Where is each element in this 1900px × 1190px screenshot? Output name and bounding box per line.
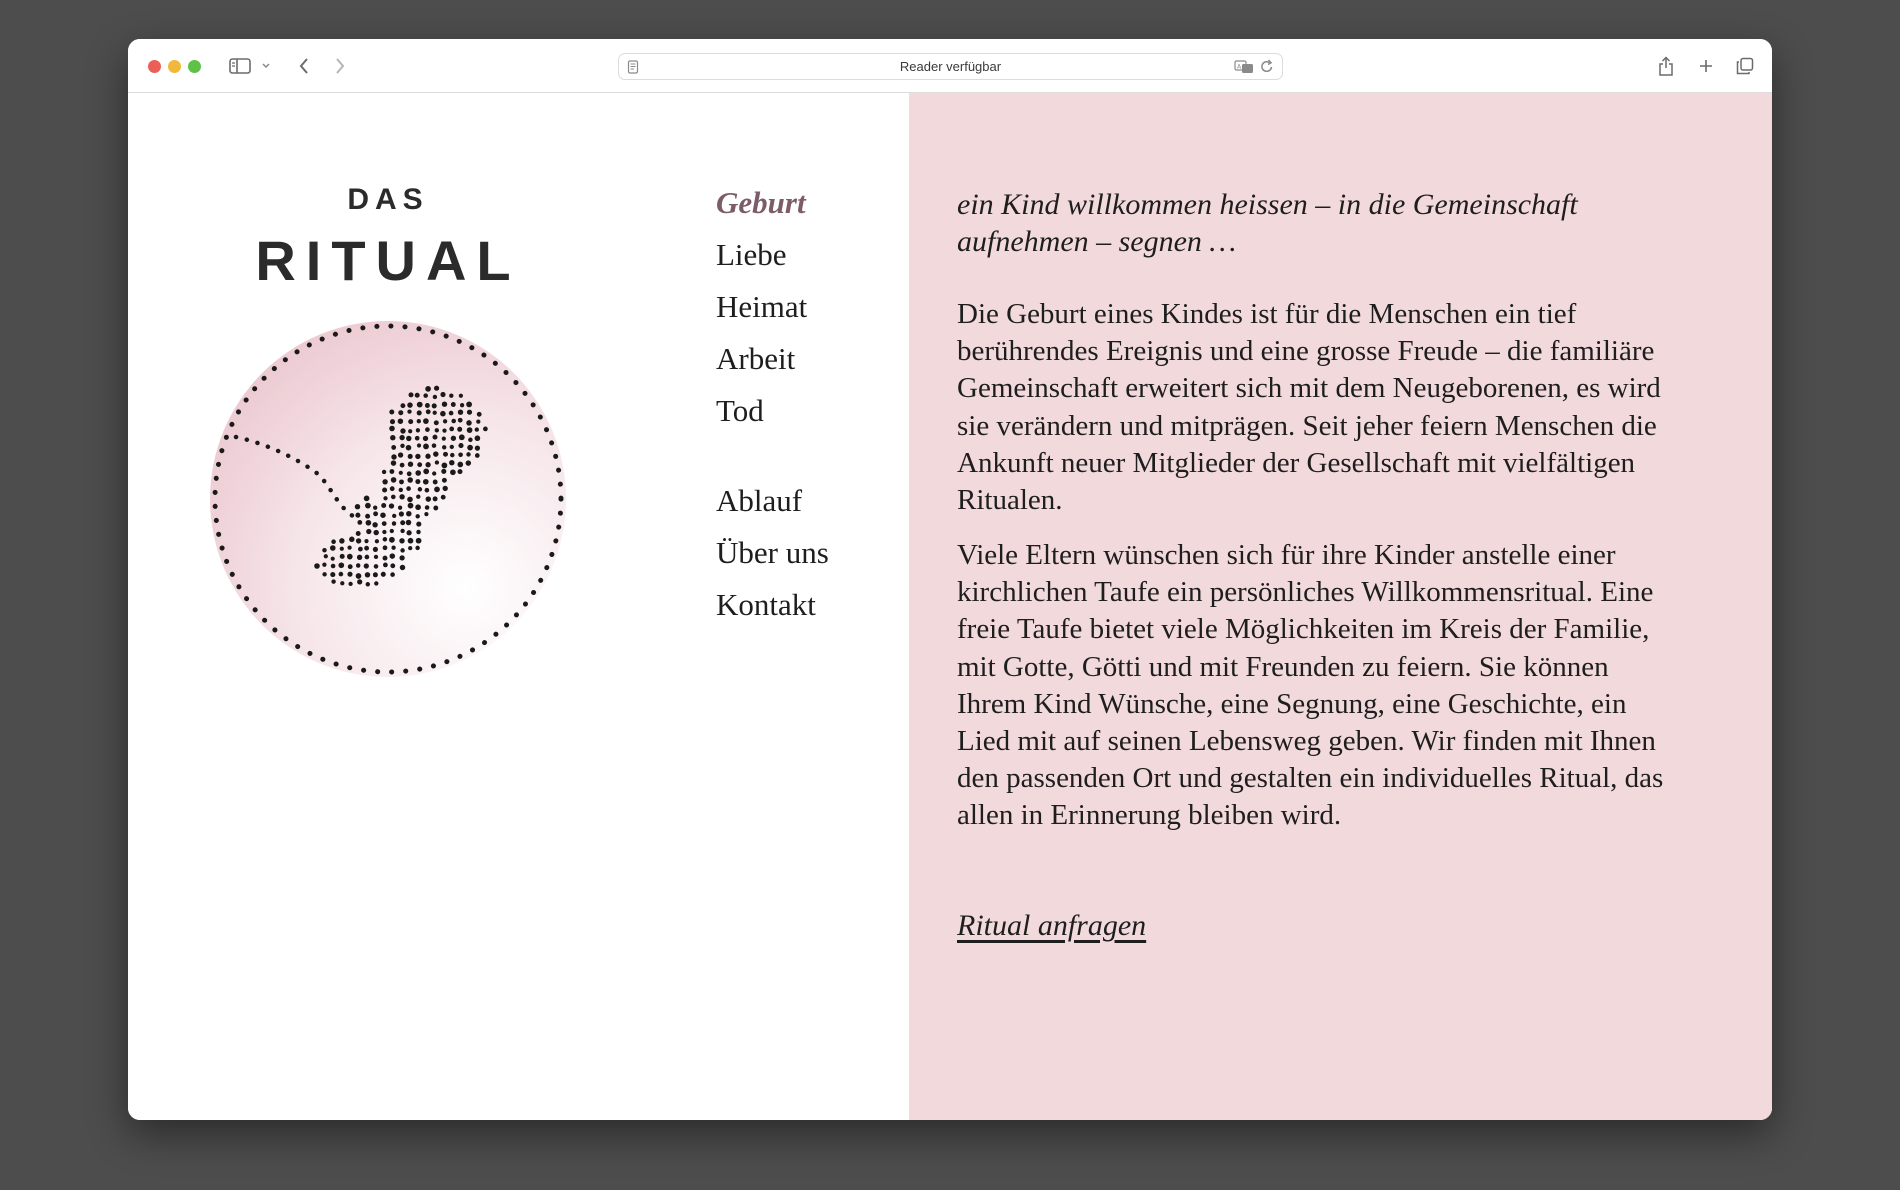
emblem-dot <box>391 454 396 459</box>
emblem-dot <box>408 454 413 459</box>
forward-icon[interactable] <box>332 53 348 79</box>
translate-icon[interactable] <box>1234 60 1254 79</box>
emblem-dot <box>450 469 456 475</box>
emblem-dot <box>433 506 438 511</box>
nav-item-kontakt[interactable]: Kontakt <box>716 587 816 622</box>
emblem-dot <box>400 529 404 533</box>
emblem-dot <box>373 530 378 535</box>
emblem-dot <box>475 427 479 431</box>
tabs-icon[interactable] <box>1734 53 1756 79</box>
emblem-dot <box>374 555 378 559</box>
emblem-dot <box>423 444 429 450</box>
emblem-dot <box>355 504 360 509</box>
emblem-dot <box>322 563 326 567</box>
nav-item-geburt[interactable]: Geburt <box>716 185 806 220</box>
minimize-window-button[interactable] <box>168 60 181 73</box>
emblem-dot <box>457 469 462 474</box>
paragraph-intro: Die Geburt eines Kindes ist für die Menschen ein tief berührendes Ereignis und eine grosse Freude – die familiäre Gemeinschaft erweitert sich mit dem Neugeborenen, es wird sie verändern und mitprägen. Seit jeher feiern Menschen die Ankunft neuer Mitglieder der Gesellschaft mit vielfältigen Ritualen. <box>957 298 1661 517</box>
emblem-dot <box>476 419 480 423</box>
maximize-window-button[interactable] <box>188 60 201 73</box>
emblem-dot <box>435 460 439 464</box>
emblem-dot <box>407 402 412 407</box>
emblem-dot <box>432 471 436 475</box>
address-text: Reader verfügbar <box>899 59 1002 74</box>
emblem-dot <box>400 520 405 525</box>
emblem-dot <box>442 445 446 449</box>
emblem-dot <box>450 453 454 457</box>
emblem-dot <box>451 436 456 441</box>
emblem-dot <box>449 427 454 432</box>
emblem-dot <box>407 471 412 476</box>
emblem-dot <box>365 555 370 560</box>
emblem-dot <box>457 462 463 468</box>
emblem-dot <box>399 555 404 560</box>
emblem-dot <box>339 538 344 543</box>
emblem-dot <box>382 470 386 474</box>
lead-text: ein Kind willkommen heissen – in die Gemeinschaft aufnehmen – segnen … <box>957 188 1578 258</box>
emblem-dot <box>416 428 420 432</box>
emblem-dot <box>375 539 379 543</box>
emblem-dot <box>399 538 404 543</box>
emblem-dot <box>399 479 404 484</box>
emblem-dot <box>475 453 480 458</box>
emblem-dot <box>433 480 438 485</box>
emblem-dot <box>356 563 361 568</box>
emblem-dot <box>347 545 351 549</box>
reader-icon[interactable] <box>627 60 639 79</box>
emblem-dot <box>347 572 352 577</box>
emblem-dot <box>372 522 377 527</box>
emblem-dot <box>417 410 422 415</box>
emblem-dot <box>415 393 420 398</box>
emblem-dot <box>477 412 482 417</box>
emblem-dot <box>339 572 344 577</box>
svg-text:A: A <box>1237 63 1242 70</box>
paragraph-details: Viele Eltern wünschen sich für ihre Kinder anstelle einer kirchlichen Taufe ein persönliches Willkommensritual. Eine freie Taufe bietet viele Möglichkeiten im Kreis der Familie, mit Gotte, Götti und mit Freunden zu feiern. Sie können Ihrem Kind Wünsche, eine Segnung, eine Geschichte, ein Lied mit auf seinen Lebensweg geben. Wir finden mit Ihnen den passenden Ort und gestalten ein individuelles Ritual, das allen in Erinnerung bleiben wird. <box>957 539 1664 832</box>
emblem-dot <box>314 563 320 569</box>
emblem-dot <box>416 522 421 527</box>
emblem-dot <box>406 436 411 441</box>
emblem-dot <box>392 514 396 518</box>
emblem-dot <box>400 428 405 433</box>
emblem-dot <box>408 546 412 550</box>
emblem-dot <box>383 496 387 500</box>
emblem-dot <box>391 477 397 483</box>
emblem-dot <box>398 410 403 415</box>
emblem-dot <box>415 470 421 476</box>
emblem-dot <box>417 419 421 423</box>
emblem-dot <box>408 462 413 467</box>
emblem-dot <box>458 410 463 415</box>
emblem-dot <box>340 547 344 551</box>
emblem-dot <box>322 548 327 553</box>
emblem-dot <box>400 463 405 468</box>
emblem-dot <box>355 513 360 518</box>
share-icon[interactable] <box>1656 53 1676 79</box>
baby-dots-icon <box>208 319 568 679</box>
emblem-dot <box>338 562 344 568</box>
browser-toolbar <box>128 39 1772 93</box>
emblem-dot <box>400 403 405 408</box>
emblem-dot <box>425 403 430 408</box>
emblem-dot <box>458 418 463 423</box>
emblem-dot <box>399 494 404 499</box>
emblem-dot <box>416 530 420 534</box>
chevron-down-icon[interactable] <box>260 53 272 79</box>
close-window-button[interactable] <box>148 60 161 73</box>
emblem-dot <box>406 511 412 517</box>
emblem-dot <box>406 486 411 491</box>
emblem-dot <box>364 546 369 551</box>
emblem-dot <box>423 418 429 424</box>
logo-line-ritual[interactable]: RITUAL <box>255 229 521 292</box>
emblem-dot <box>365 503 371 509</box>
emblem-dot <box>408 419 413 424</box>
emblem-dot <box>331 539 336 544</box>
emblem-dot <box>365 572 370 577</box>
emblem-dot <box>349 537 354 542</box>
emblem-dot <box>390 435 395 440</box>
emblem-dot <box>406 445 412 451</box>
emblem-dot <box>434 487 440 493</box>
emblem-dot <box>434 420 439 425</box>
emblem-dot <box>432 443 437 448</box>
emblem-dot <box>356 531 361 536</box>
emblem-dot <box>459 394 463 398</box>
emblem-dot <box>432 403 437 408</box>
emblem-dot <box>442 428 446 432</box>
emblem-dot <box>398 452 403 457</box>
emblem-dot <box>399 511 404 516</box>
emblem-dot <box>373 572 378 577</box>
emblem-dot <box>406 520 412 526</box>
emblem-dot <box>383 563 388 568</box>
emblem-dot <box>348 582 352 586</box>
sidebar-icon[interactable] <box>228 53 252 79</box>
emblem-dot <box>356 538 361 543</box>
emblem-dot <box>382 521 387 526</box>
emblem-dot <box>364 539 368 543</box>
emblem-dot <box>373 547 378 552</box>
emblem-dot <box>357 555 362 560</box>
back-icon[interactable] <box>296 53 312 79</box>
emblem-dot <box>390 553 396 559</box>
emblem-dot <box>423 479 429 485</box>
emblem-dot <box>407 477 413 483</box>
emblem-dot <box>407 497 413 503</box>
emblem-dot <box>435 428 439 432</box>
emblem-dot <box>417 402 423 408</box>
emblem-dot <box>390 529 394 533</box>
emblem-dot <box>406 530 411 535</box>
emblem-dot <box>425 505 430 510</box>
emblem-dot <box>340 581 344 585</box>
emblem-dot <box>382 487 387 492</box>
nav-item-ueber-uns[interactable]: Über uns <box>716 535 829 570</box>
emblem-dot <box>390 572 395 577</box>
emblem-dot <box>426 496 432 502</box>
emblem-dot <box>449 394 453 398</box>
emblem-dot <box>380 512 386 518</box>
emblem-dot <box>434 386 439 391</box>
emblem-dot <box>364 563 369 568</box>
emblem-dot <box>348 564 353 569</box>
emblem-dot <box>442 436 446 440</box>
emblem-dot <box>400 548 404 552</box>
emblem-dot <box>441 495 446 500</box>
emblem-dot <box>399 488 403 492</box>
emblem-dot <box>347 554 353 560</box>
emblem-dot <box>425 488 430 493</box>
emblem-dot <box>400 444 404 448</box>
emblem-dot <box>467 427 473 433</box>
emblem-dot <box>391 445 396 450</box>
emblem-dot <box>407 409 411 413</box>
emblem-dot <box>389 503 394 508</box>
emblem-dot <box>399 435 404 440</box>
emblem-dot <box>425 454 430 459</box>
emblem-dot <box>458 443 463 448</box>
emblem-dot <box>391 495 396 500</box>
address-bar[interactable] <box>618 53 1283 80</box>
emblem-dot <box>356 573 362 579</box>
emblem-dot <box>389 469 394 474</box>
browser-window <box>128 39 1772 1120</box>
emblem-dot <box>373 511 378 516</box>
emblem-dot <box>340 554 345 559</box>
emblem-dot <box>459 434 465 440</box>
emblem-dot <box>475 445 480 450</box>
emblem-dot <box>423 436 428 441</box>
emblem-dot <box>365 514 370 519</box>
emblem-dot <box>357 579 362 584</box>
emblem-dot <box>322 572 326 576</box>
emblem-dot <box>364 496 370 502</box>
nav-item-tod[interactable]: Tod <box>716 393 764 428</box>
emblem-dot <box>389 426 395 432</box>
emblem-dot <box>417 443 421 447</box>
emblem-dot <box>442 402 447 407</box>
reload-icon[interactable] <box>1260 59 1274 79</box>
emblem-dot <box>441 469 446 474</box>
emblem-dot <box>433 395 437 399</box>
plus-icon[interactable] <box>1696 53 1716 79</box>
emblem-dot <box>443 486 448 491</box>
emblem-dot <box>425 427 430 432</box>
emblem-dot <box>417 462 422 467</box>
emblem-dot <box>442 478 447 483</box>
emblem-dot <box>458 453 463 458</box>
web-page <box>128 93 1772 1120</box>
nav-item-heimat[interactable]: Heimat <box>716 289 808 324</box>
emblem-dot <box>382 530 386 534</box>
emblem-dot <box>374 581 378 585</box>
emblem-dot <box>399 471 403 475</box>
emblem-dot <box>460 403 464 407</box>
emblem-dot <box>330 572 335 577</box>
emblem-dot <box>389 410 394 415</box>
emblem-dot <box>440 411 446 417</box>
emblem-dot <box>451 419 456 424</box>
emblem-dot <box>423 393 428 398</box>
emblem-dot <box>392 521 396 525</box>
emblem-dot <box>443 419 447 423</box>
emblem-dot <box>390 419 395 424</box>
emblem-dot <box>424 512 428 516</box>
emblem-dot <box>382 479 387 484</box>
emblem-dot <box>416 495 420 499</box>
emblem-dot <box>467 445 473 451</box>
emblem-dot <box>418 487 422 491</box>
emblem-dot <box>433 451 438 456</box>
emblem-dot <box>408 538 414 544</box>
nav-item-arbeit[interactable]: Arbeit <box>716 341 796 376</box>
emblem-dot <box>381 572 386 577</box>
emblem-dot <box>466 402 472 408</box>
emblem-dot <box>391 546 395 550</box>
emblem-dot <box>400 565 405 570</box>
emblem-dot <box>324 554 328 558</box>
emblem-dot <box>330 545 336 551</box>
emblem-dot <box>425 386 431 392</box>
emblem-dot <box>331 579 335 583</box>
emblem-dot <box>423 469 429 475</box>
emblem-dot <box>374 564 379 569</box>
emblem-dot <box>467 410 472 415</box>
emblem-dot <box>433 496 438 501</box>
emblem-dot <box>409 392 414 397</box>
emblem-dot <box>391 460 396 465</box>
emblem-dot <box>398 506 402 510</box>
emblem-dot <box>366 529 371 534</box>
emblem-dot <box>433 411 437 415</box>
emblem-dot <box>383 545 388 550</box>
emblem-dot <box>457 427 462 432</box>
emblem-dot <box>440 392 445 397</box>
emblem-dot <box>383 537 388 542</box>
emblem-dot <box>450 445 454 449</box>
emblem-dot <box>366 520 372 526</box>
nav-item-ablauf[interactable]: Ablauf <box>716 483 803 518</box>
emblem-dot <box>451 402 456 407</box>
emblem-dot <box>389 537 395 543</box>
emblem-dot <box>331 564 336 569</box>
emblem-dot <box>408 503 414 509</box>
emblem-dot <box>383 556 388 561</box>
emblem-dot <box>442 463 448 469</box>
emblem-dot <box>390 486 395 491</box>
emblem-dot <box>366 582 370 586</box>
emblem-dot <box>425 462 430 467</box>
emblem-dot <box>466 452 470 456</box>
emblem-dot <box>416 538 422 544</box>
emblem-dot <box>331 557 335 561</box>
emblem-dot <box>373 506 377 510</box>
emblem-dot <box>408 429 412 433</box>
emblem-dot <box>390 563 395 568</box>
emblem-dot <box>449 460 454 465</box>
emblem-dot <box>475 435 481 441</box>
nav-item-liebe[interactable]: Liebe <box>716 237 787 272</box>
emblem-dot <box>466 420 472 426</box>
emblem-dot <box>415 504 421 510</box>
emblem-dot <box>426 409 431 414</box>
emblem-dot <box>415 436 420 441</box>
emblem-dot <box>415 479 420 484</box>
emblem-dot <box>483 427 488 432</box>
emblem-dot <box>357 520 362 525</box>
content-panel <box>909 93 1772 1120</box>
emblem-dot <box>358 547 363 552</box>
emblem-dot <box>449 411 454 416</box>
emblem-dot <box>466 460 471 465</box>
logo-line-das[interactable]: DAS <box>347 183 429 216</box>
emblem-dot <box>443 452 448 457</box>
emblem-dot <box>398 418 404 424</box>
ritual-request-link[interactable]: Ritual anfragen <box>957 909 1147 942</box>
emblem-dot <box>381 503 386 508</box>
emblem-dot <box>415 514 419 518</box>
emblem-dot <box>468 438 473 443</box>
emblem-dot <box>415 546 419 550</box>
emblem-dot <box>415 454 420 459</box>
emblem-dot <box>433 435 438 440</box>
